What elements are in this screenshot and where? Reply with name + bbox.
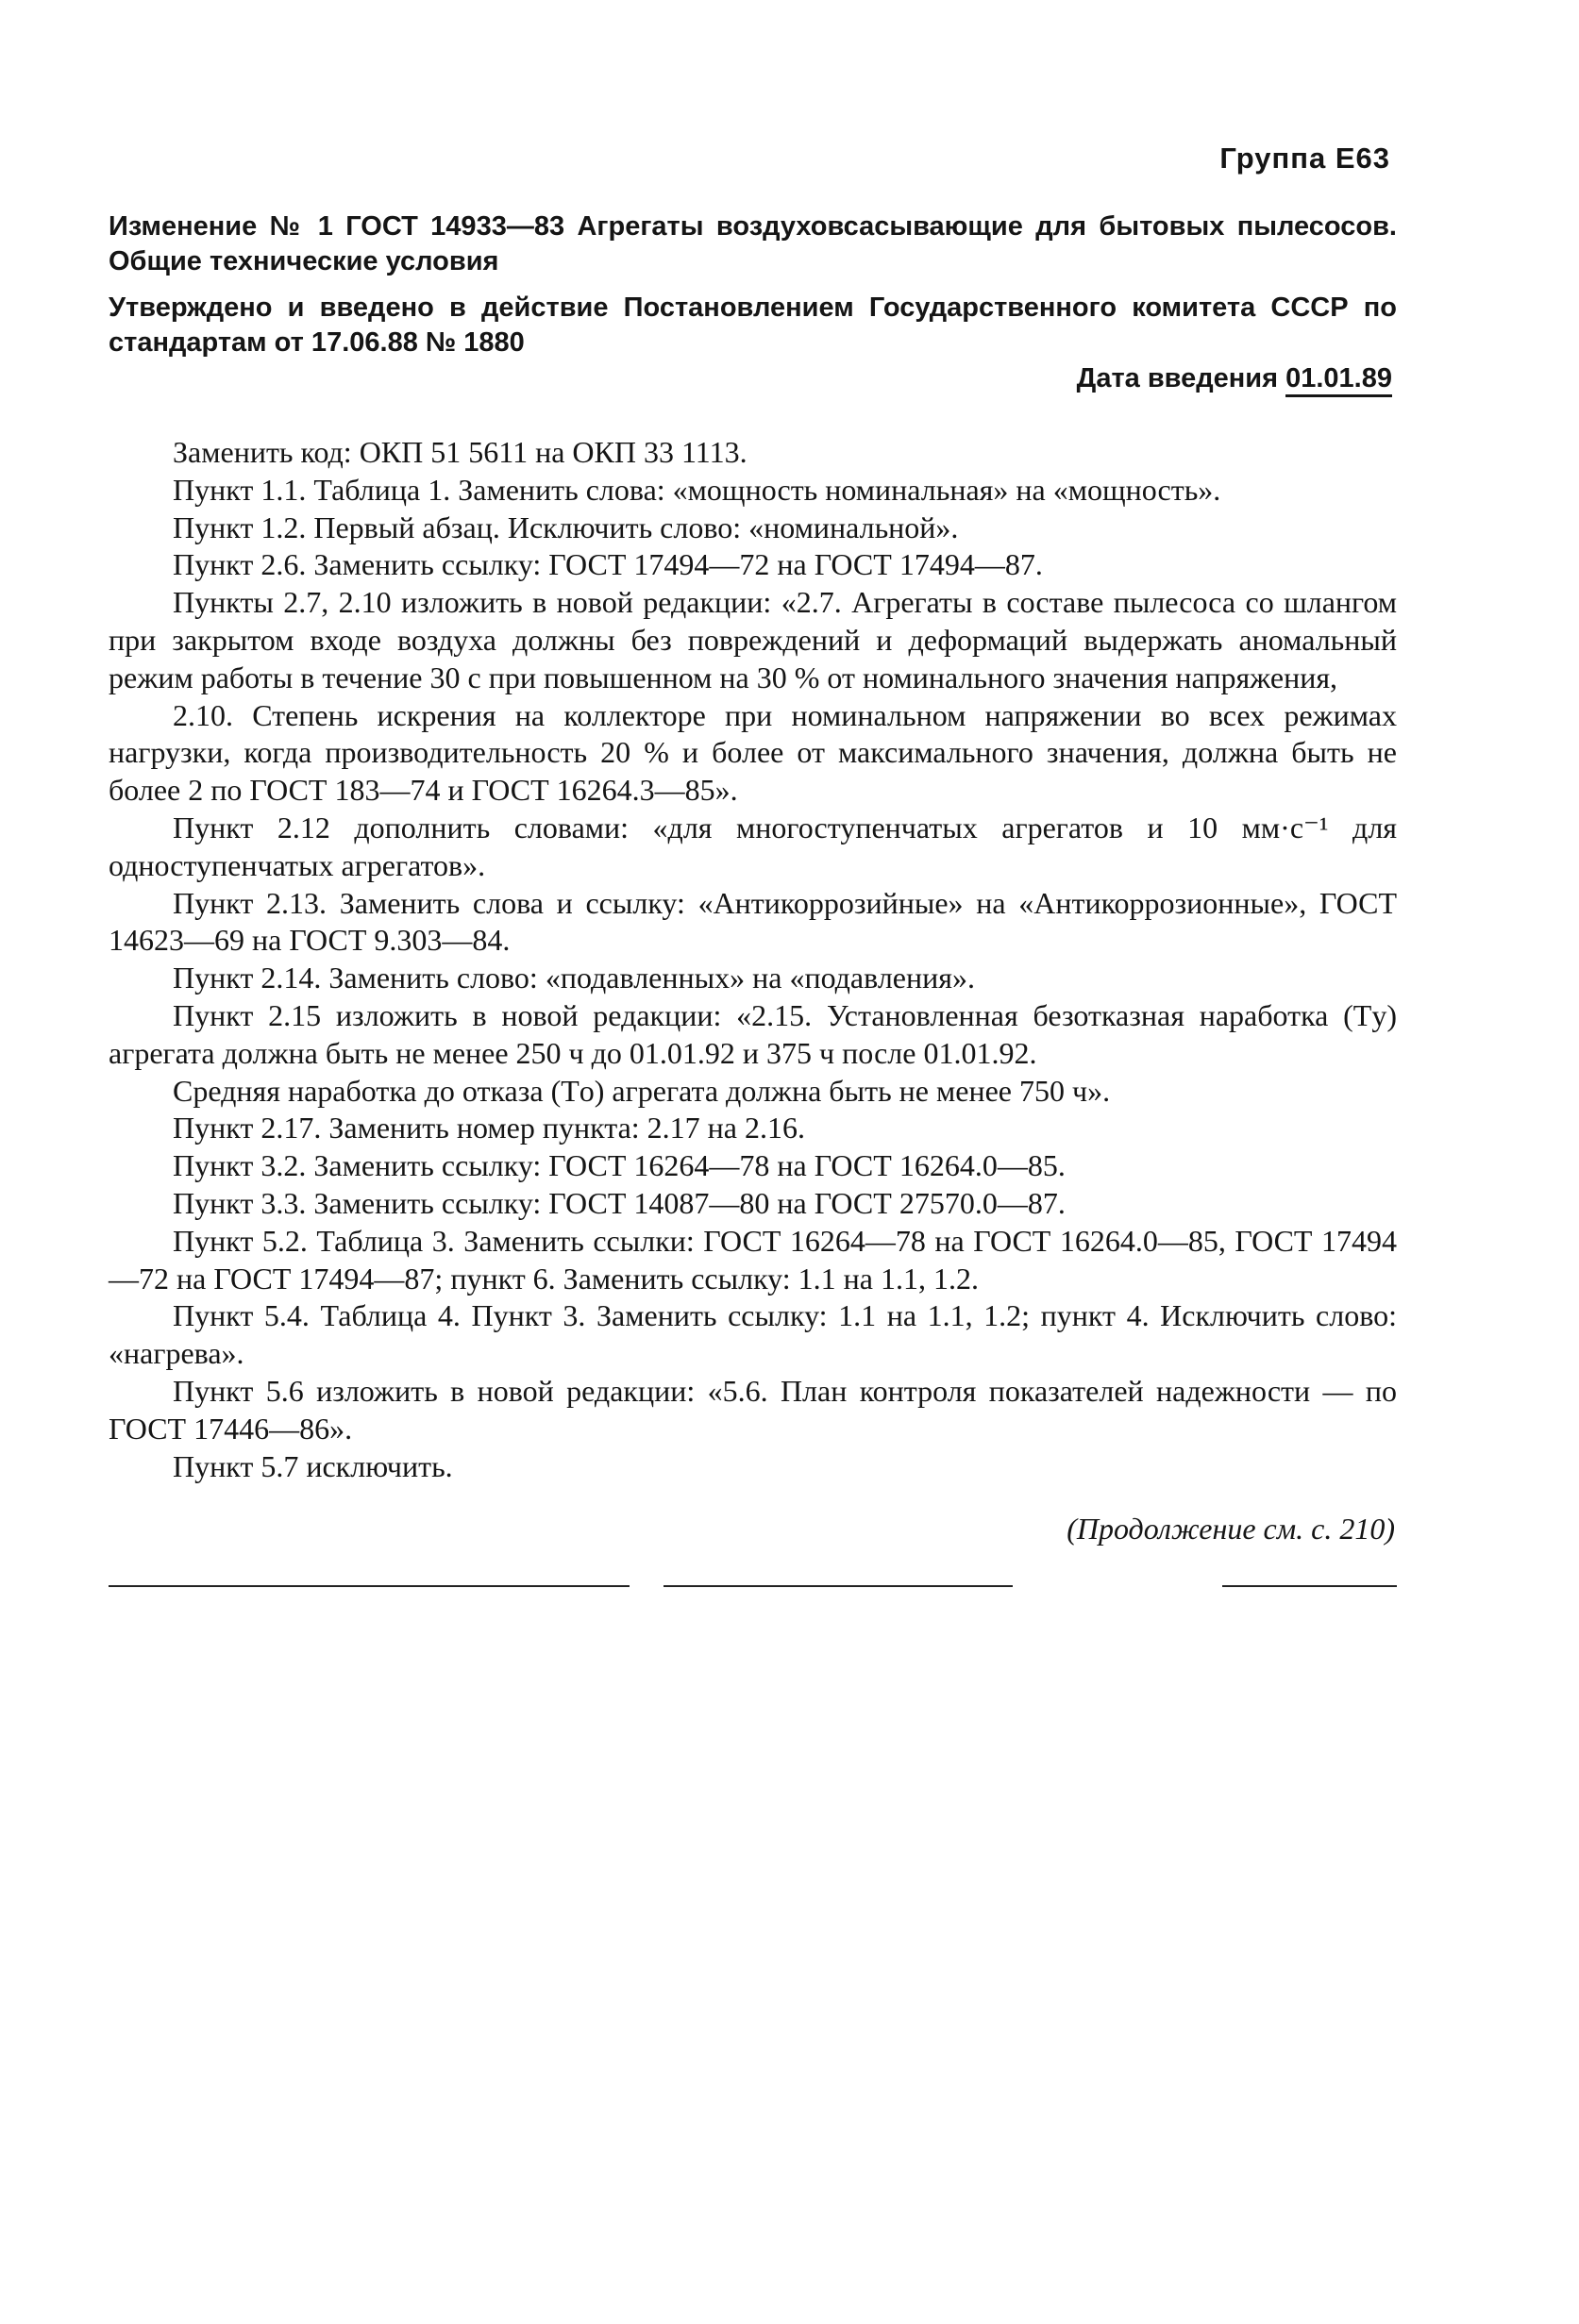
amendment-body — [109, 434, 1397, 1485]
paragraph: 2.10. Степень искрения на коллекторе при номинальном напряжении во всех режимах нагрузки, когда производительность 20 % и более от максимального значения, должна быть не более 2 по ГОСТ 183—74 и ГОСТ 16264.3—85». — [109, 697, 1397, 808]
paragraph: Пункт 5.4. Таблица 4. Пункт 3. Заменить ссылку: 1.1 на 1.1, 1.2; пункт 4. Исключить слово: «нагрева». — [109, 1298, 1397, 1371]
paragraph: Средняя наработка до отказа (Tо) агрегата должна быть не менее 750 ч». — [173, 1073, 1111, 1108]
paragraph: Пункты 2.7, 2.10 изложить в новой редакции: «2.7. Агрегаты в составе пылесоса со шлангом при закрытом входе воздуха должны без повреждений и деформаций выдержать аномальный режим работы в течение 30 с при повышенном на 30 % от номинального значения напряжения, — [109, 585, 1397, 694]
approval-statement: Утверждено и введено в действие Постановлением Государственного комитета СССР по стандартам от 17.06.88 № 1880 — [109, 293, 1397, 358]
paragraph: Пункт 5.2. Таблица 3. Заменить ссылки: ГОСТ 16264—78 на ГОСТ 16264.0—85, ГОСТ 17494—72 на ГОСТ 17494—87; пункт 6. Заменить ссылку: 1.1 на 1.1, 1.2. — [109, 1223, 1397, 1296]
paragraph: Пункт 3.2. Заменить ссылку: ГОСТ 16264—78 на ГОСТ 16264.0—85. — [173, 1148, 1066, 1183]
paragraph: Пункт 2.14. Заменить слово: «подавленных» на «подавления». — [173, 961, 975, 995]
footer-rule — [1222, 1585, 1397, 1587]
paragraph: Пункт 5.7 исключить. — [173, 1448, 453, 1483]
footer-rule — [664, 1585, 1013, 1587]
paragraph: Пункт 2.15 изложить в новой редакции: «2.15. Установленная безотказная наработка (Tу) агрегата должна быть не менее 250 ч до 01.01.92 и 375 ч после 01.01.92. — [109, 997, 1397, 1070]
paragraph: Пункт 2.6. Заменить ссылку: ГОСТ 17494—72 на ГОСТ 17494—87. — [173, 547, 1043, 582]
amendment-title: Изменение № 1 ГОСТ 14933—83 Агрегаты воздуховсасывающие для бытовых пылесосов. Общие технические условия — [109, 211, 1397, 276]
group-code: Группа Е63 — [1219, 142, 1390, 175]
paragraph: Пункт 1.2. Первый абзац. Исключить слово: «номинальной». — [173, 510, 959, 544]
paragraph: Пункт 3.3. Заменить ссылку: ГОСТ 14087—80 на ГОСТ 27570.0—87. — [173, 1185, 1066, 1220]
footer-rule — [109, 1585, 630, 1587]
paragraph: Пункт 2.17. Заменить номер пункта: 2.17 на 2.16. — [173, 1111, 805, 1145]
continuation-note: (Продолжение см. с. 210) — [1067, 1512, 1395, 1546]
paragraph: Заменить код: ОКП 51 5611 на ОКП 33 1113. — [173, 435, 748, 469]
paragraph: Пункт 1.1. Таблица 1. Заменить слова: «мощность номинальная» на «мощность». — [173, 472, 1221, 507]
paragraph: Пункт 2.13. Заменить слова и ссылку: «Антикоррозийные» на «Антикоррозионные», ГОСТ 14623—69 на ГОСТ 9.303—84. — [109, 885, 1397, 958]
paragraph: Пункт 5.6 изложить в новой редакции: «5.6. План контроля показателей надежности — по ГОСТ 17446—86». — [109, 1373, 1397, 1446]
effective-date — [1077, 361, 1392, 396]
paragraph: Пункт 2.12 дополнить словами: «для многоступенчатых агрегатов и 10 мм·с⁻¹ для одноступенчатых агрегатов». — [109, 810, 1397, 882]
effective-date-label: Дата введения — [1076, 363, 1279, 393]
effective-date-value: 01.01.89 — [1285, 363, 1392, 397]
